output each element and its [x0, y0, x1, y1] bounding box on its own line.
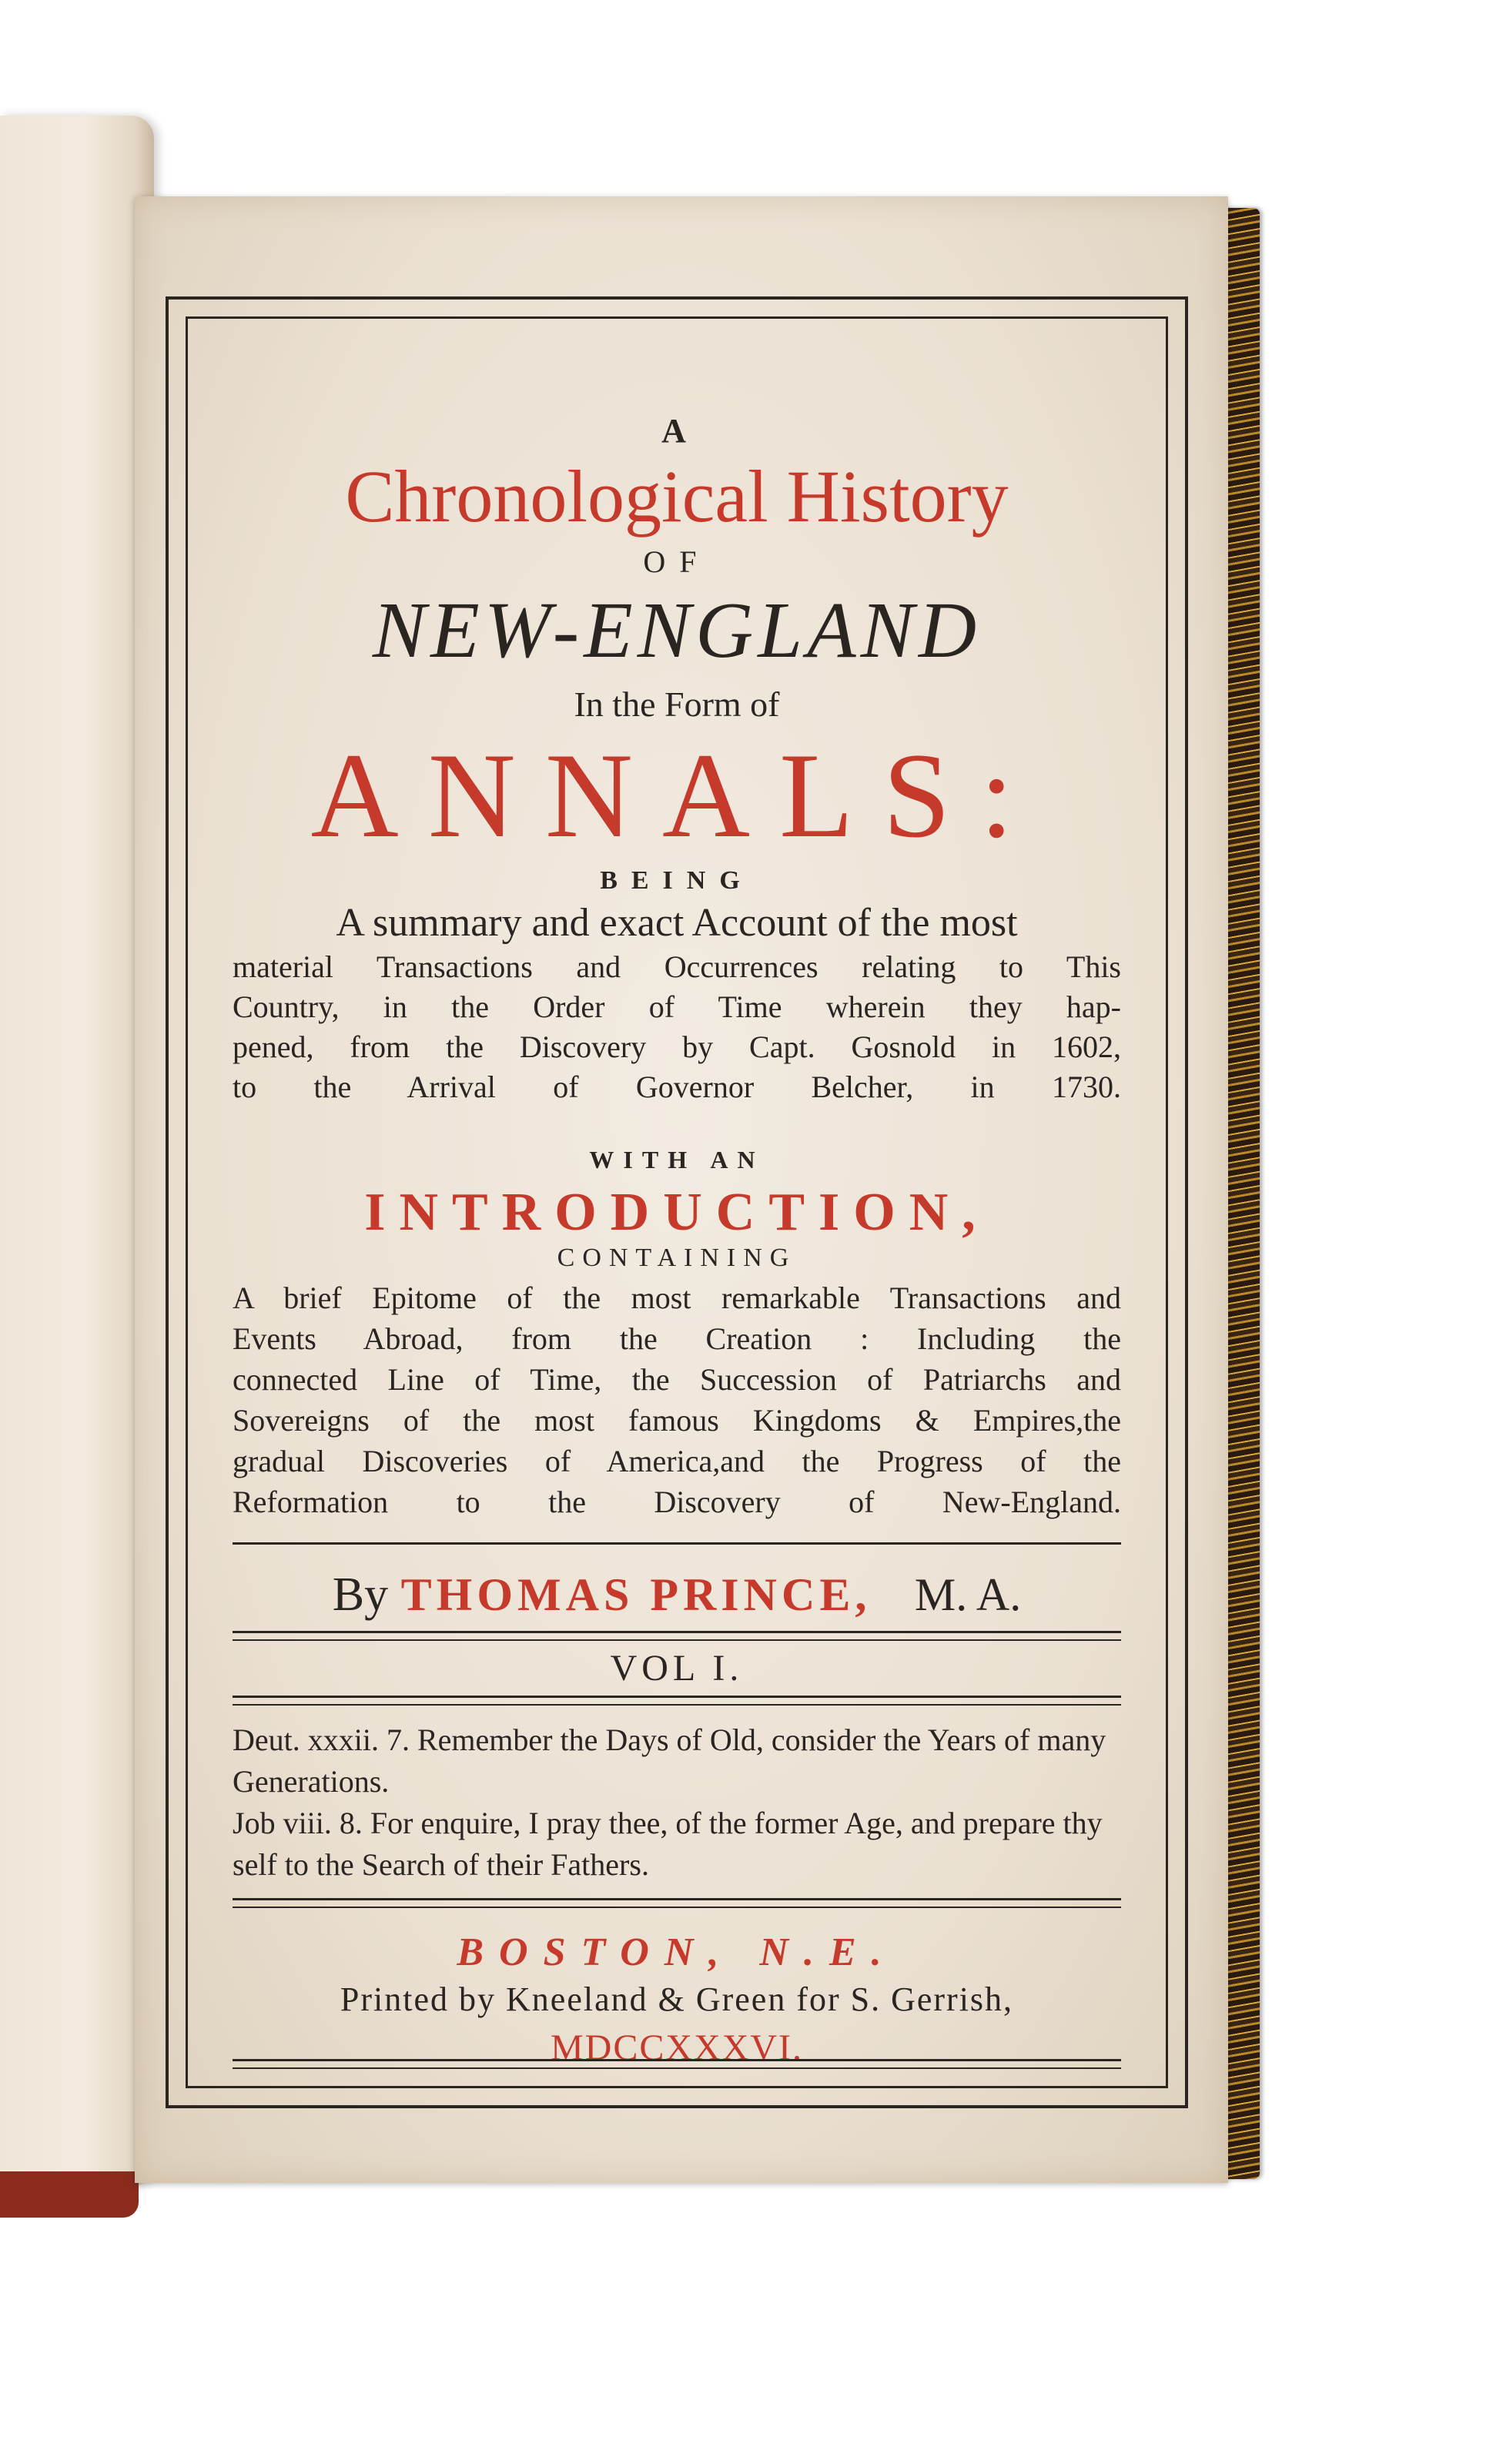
introduction-line: Events Abroad, from the Creation : Including the [233, 1321, 1121, 1356]
introduction-line: connected Line of Time, the Succession of Patriarchs and [233, 1361, 1121, 1397]
title-chronological-history: Chronological History [345, 455, 1009, 537]
introduction-line: A brief Epitome of the most remarkable Transactions and [233, 1280, 1121, 1315]
divider-rule [233, 1898, 1121, 1908]
author-name: THOMAS PRINCE, [400, 1568, 872, 1620]
description-line: pened, from the Discovery by Capt. Gosnold in 1602, [233, 1029, 1121, 1064]
author-line [202, 1565, 1152, 1623]
title-page [135, 196, 1228, 2183]
imprint-printer: Printed by Kneeland & Green for S. Gerrish, [340, 1980, 1014, 2018]
with-an-label: WITH AN [589, 1145, 765, 1173]
introduction-line: Reformation to the Discovery of New-England. [233, 1484, 1121, 1519]
facing-page-edge [0, 2171, 139, 2218]
quote-deuteronomy: Deut. xxxii. 7. Remember the Days of Old, consider the Years of many Generations. [233, 1722, 1106, 1799]
title-of: OF [643, 544, 711, 579]
imprint-place: BOSTON, N.E. [457, 1930, 897, 1974]
description-paragraph [233, 947, 1121, 1107]
description-line: Country, in the Order of Time wherein they hap- [233, 989, 1121, 1024]
author-degree: M. A. [914, 1568, 1022, 1620]
introduction-heading: INTRODUCTION, [364, 1182, 989, 1242]
being-label: BEING [600, 865, 754, 895]
title-page-content [202, 319, 1152, 2086]
gilt-binding-edge [1223, 208, 1260, 2179]
divider-rule [233, 1631, 1121, 1641]
inner-border [186, 316, 1168, 2088]
title-new-england: NEW-ENGLAND [372, 586, 982, 675]
description-line: material Transactions and Occurrences relating to This [233, 949, 1121, 984]
by-label: By [332, 1568, 389, 1621]
title-article: A [661, 412, 692, 450]
introduction-line: Sovereigns of the most famous Kingdoms & Empires,the [233, 1402, 1121, 1438]
introduction-paragraph [233, 1277, 1121, 1522]
quote-job: Job viii. 8. For enquire, I pray thee, of the former Age, and prepare thy self to the Search of their Fathers. [233, 1805, 1103, 1882]
volume-label: VOL I. [610, 1647, 744, 1689]
summary-line: A summary and exact Account of the most [336, 900, 1018, 945]
outer-border [166, 296, 1188, 2108]
facing-page [0, 116, 154, 2187]
divider-rule [233, 1696, 1121, 1706]
scripture-quotes [233, 1719, 1121, 1886]
divider-rule [233, 1542, 1121, 1545]
imprint-year: MDCCXXXVI. [550, 2027, 803, 2068]
divider-rule [233, 2059, 1121, 2069]
title-in-the-form-of: In the Form of [574, 685, 780, 724]
containing-label: CONTAINING [557, 1243, 797, 1272]
introduction-line: gradual Discoveries of America,and the Progress of the [233, 1443, 1121, 1478]
description-line: to the Arrival of Governor Belcher, in 1730. [233, 1069, 1121, 1104]
title-annals: ANNALS: [310, 728, 1043, 863]
